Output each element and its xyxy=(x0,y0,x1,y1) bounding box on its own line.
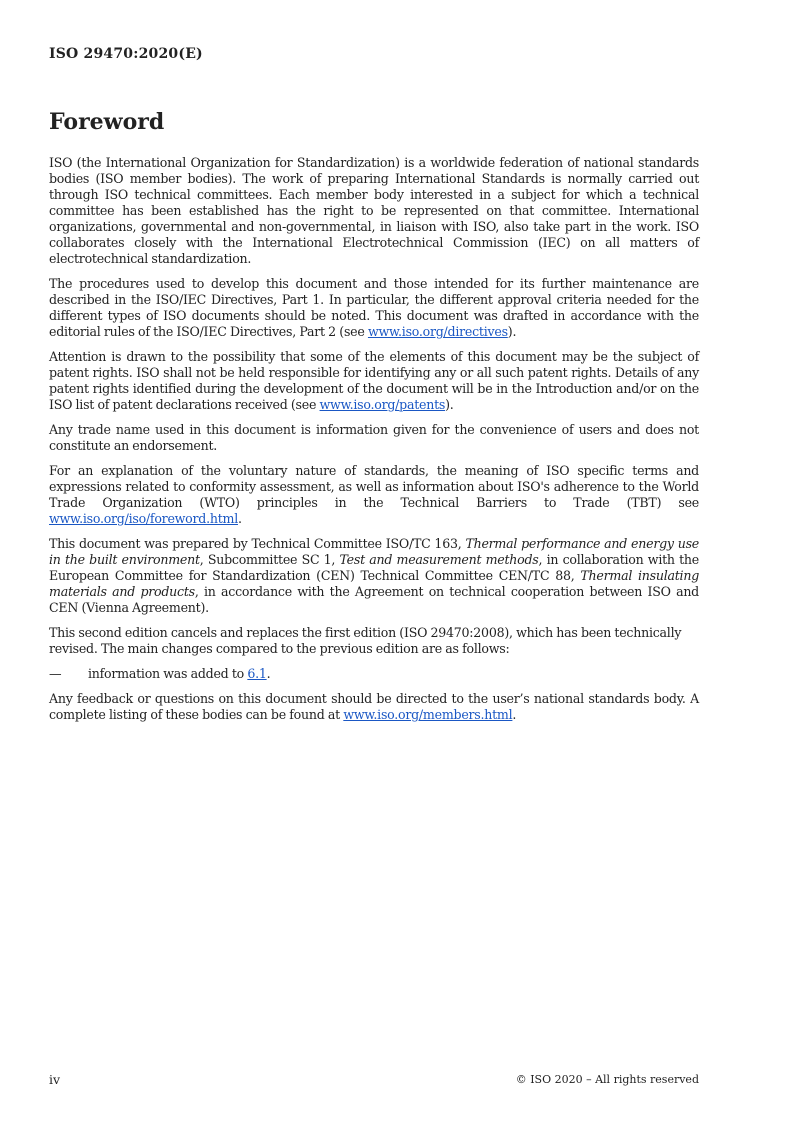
paragraph-voluntary-nature xyxy=(49,463,699,527)
paragraph-text: Any trade name used in this document is information given for the convenience of users and does not constitute an endorsement. xyxy=(49,422,699,453)
paragraph-patents xyxy=(49,349,699,413)
list-item-text xyxy=(88,666,270,682)
paragraph-iso-overview xyxy=(49,155,699,267)
paragraph-feedback xyxy=(49,691,699,723)
paragraph-text: . xyxy=(266,666,271,681)
paragraph-text: This document was prepared by Technical Committee ISO/TC 163, xyxy=(49,536,466,551)
paragraph-text: ). xyxy=(507,324,517,339)
copyright-notice: © ISO 2020 – All rights reserved xyxy=(515,1073,699,1086)
list-item xyxy=(49,666,699,682)
directives-link[interactable]: www.iso.org/directives xyxy=(367,324,508,339)
page-title: Foreword xyxy=(49,109,165,135)
paragraph-text: . xyxy=(512,707,517,722)
paragraph-text: The procedures used to develop this document and those intended for its further maintenance are described in the ISO/IEC Directives, Part 1. In particular, the different approval criteria needed for the different types of ISO documents should be noted. This document was drafted in accordance with the editorial rules of the ISO/IEC Directives, Part 2 (see xyxy=(49,276,699,339)
paragraph-text: For an explanation of the voluntary nature of standards, the meaning of ISO specific terms and expressions related to conformity assessment, as well as information about ISO's adherence to the World Trade Organization (WTO) principles in the Technical Barriers to Trade (TBT) see xyxy=(49,463,699,510)
paragraph-committee xyxy=(49,536,699,616)
paragraph-text: ISO (the International Organization for Standardization) is a worldwide federation of national standards bodies (ISO member bodies). The work of preparing International Standards is normally carried out through ISO technical committees. Each member body interested in a subject for which a technical committee has been established has the right to be represented on that committee. International organizations, governmental and non-governmental, in liaison with ISO, also take part in the work. ISO collaborates closely with the International Electrotechnical Commission (IEC) on all matters of electrotechnical standardization. xyxy=(49,155,699,266)
paragraph-text: This second edition cancels and replaces the first edition (ISO 29470:2008), which has been technically revised. The main changes compared to the previous edition are as follows: xyxy=(49,625,682,656)
paragraph-text: information was added to xyxy=(88,666,248,681)
paragraph-text: , Subcommittee SC 1, xyxy=(199,552,340,567)
clause-6-1-link[interactable]: 6.1 xyxy=(247,666,267,681)
paragraph-procedures xyxy=(49,276,699,340)
paragraph-trade-name xyxy=(49,422,699,454)
paragraph-text: ). xyxy=(445,397,454,412)
page-number: iv xyxy=(49,1072,61,1087)
foreword-body xyxy=(49,155,699,732)
list-dash: — xyxy=(49,666,62,681)
paragraph-italic-text: Thermal performance and energy use in the built environment xyxy=(49,536,699,567)
paragraph-text: , in accordance with the Agreement on technical cooperation between ISO and CEN (Vienna Agreement). xyxy=(49,584,699,615)
foreword-link[interactable]: www.iso.org/iso/foreword.html xyxy=(49,511,238,526)
members-link[interactable]: www.iso.org/members.html xyxy=(343,707,513,722)
document-identifier: ISO 29470:2020(E) xyxy=(49,46,203,62)
patents-link[interactable]: www.iso.org/patents xyxy=(319,397,446,412)
paragraph-edition xyxy=(49,625,699,657)
paragraph-text: . xyxy=(237,511,242,526)
paragraph-text: Any feedback or questions on this document should be directed to the user’s national standards body. A complete listing of these bodies can be found at xyxy=(49,691,699,722)
paragraph-text: Attention is drawn to the possibility that some of the elements of this document may be the subject of patent rights. ISO shall not be held responsible for identifying any or all such patent rights. Details of any patent rights identified during the development of the document will be in the Introduction and/or on the ISO list of patent declarations received (see xyxy=(49,349,699,412)
paragraph-text: , in collaboration with the European Committee for Standardization (CEN) Technical Committee CEN/TC 88, xyxy=(49,552,699,583)
paragraph-italic-text: Thermal insulating materials and products xyxy=(49,568,700,599)
paragraph-italic-text: Test and measurement methods xyxy=(339,552,539,567)
